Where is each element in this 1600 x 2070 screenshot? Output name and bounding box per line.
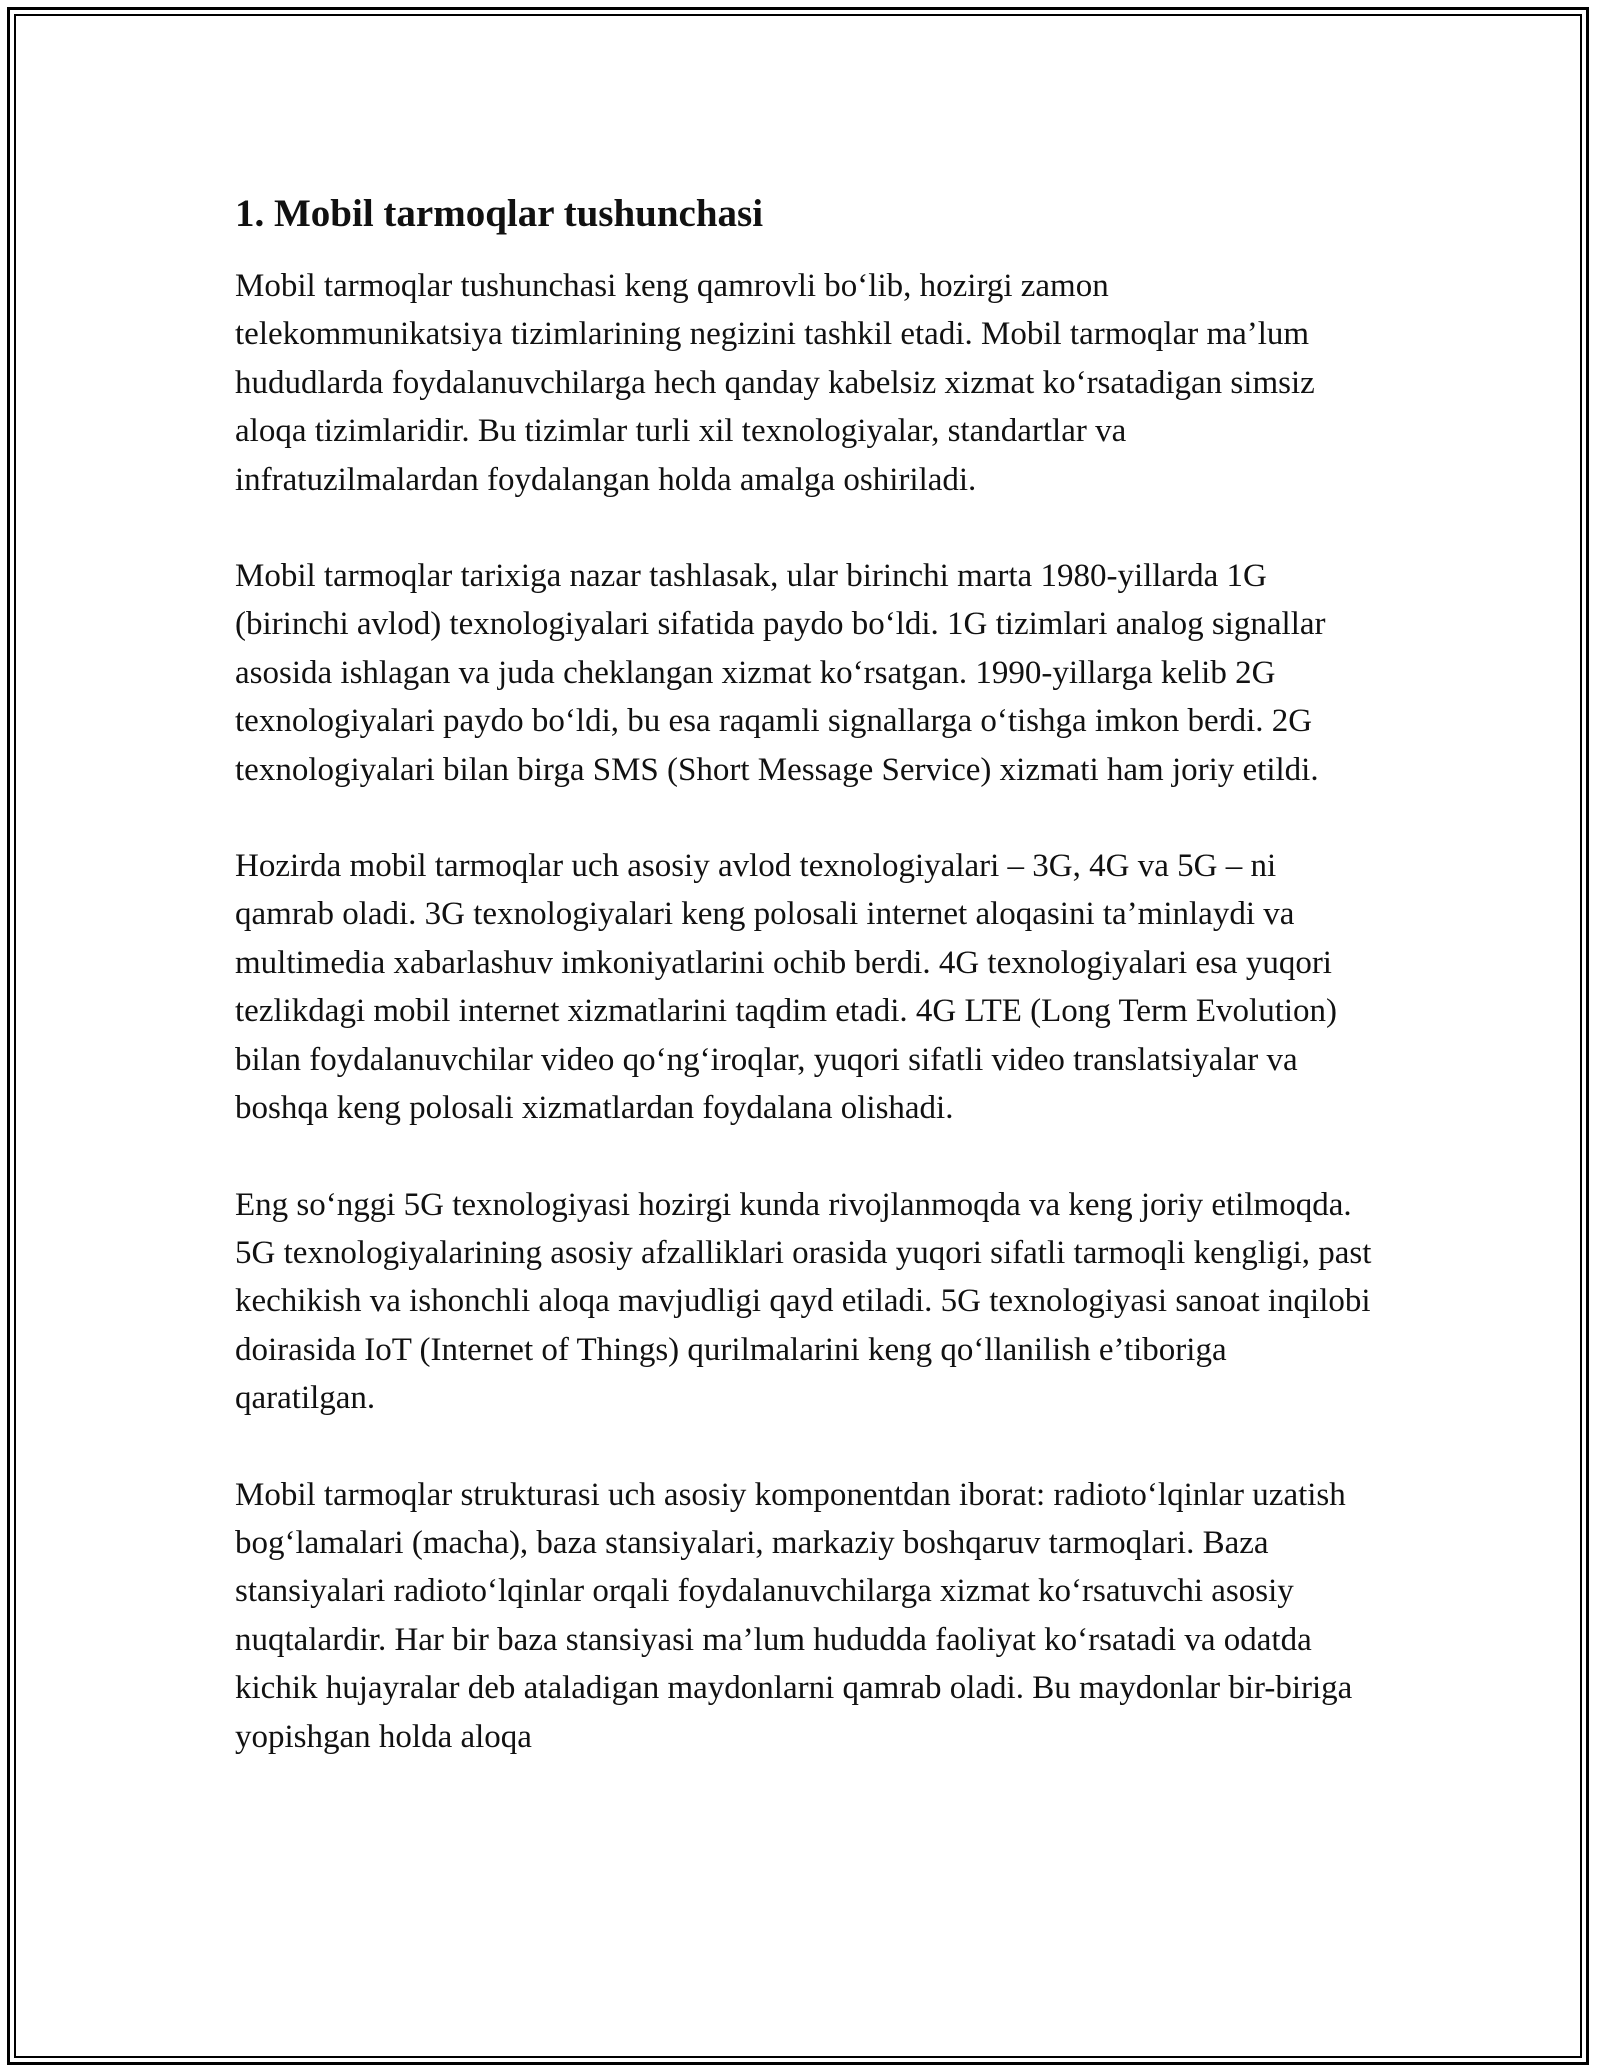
- paragraph-generations: Hozirda mobil tarmoqlar uch asosiy avlod texnologiyalari – 3G, 4G va 5G – ni qamrab oladi. 3G texnologiyalari keng polosali internet aloqasini ta’minlaydi va multimedia xabarlashuv imkoniyatlarini ochib berdi. 4G texnologiyalari esa yuqori tezlikdagi mobil internet xizmatlarini taqdim etadi. 4G LTE (Long Term Evolution) bilan foydalanuvchilar video qo‘ng‘iroqlar, yuqori sifatli video translatsiyalar va boshqa keng polosali xizmatlardan foydalana olishadi.: [235, 848, 1338, 1127]
- paragraph-history: Mobil tarmoqlar tarixiga nazar tashlasak, ular birinchi marta 1980-yillarda 1G (birinchi avlod) texnologiyalari sifatida paydo bo‘ldi. 1G tizimlari analog signallar asosida ishlagan va juda cheklangan xizmat ko‘rsatgan. 1990-yillarga kelib 2G texnologiyalari paydo bo‘ldi, bu esa raqamli signallarga o‘tishga imkon berdi. 2G texnologiyalari bilan birga SMS (Short Message Service) xizmati ham joriy etildi.: [235, 558, 1326, 788]
- section-title: 1. Mobil tarmoqlar tushunchasi: [235, 192, 764, 235]
- document-body: [235, 188, 1375, 1761]
- paragraph-intro: Mobil tarmoqlar tushunchasi keng qamrovli bo‘lib, hozirgi zamon telekommunikatsiya tizimlarining negizini tashkil etadi. Mobil tarmoqlar ma’lum hududlarda foydalanuvchilarga hech qanday kabelsiz xizmat ko‘rsatadigan simsiz aloqa tizimlaridir. Bu tizimlar turli xil texnologiyalar, standartlar va infratuzilmalardan foydalangan holda amalga oshiriladi.: [235, 268, 1315, 498]
- paragraph-5g: Eng so‘nggi 5G texnologiyasi hozirgi kunda rivojlanmoqda va keng joriy etilmoqda. 5G texnologiyalarining asosiy afzalliklari orasida yuqori sifatli tarmoqli kengligi, past kechikish va ishonchli aloqa mavjudligi qayd etiladi. 5G texnologiyasi sanoat inqilobi doirasida IoT (Internet of Things) qurilmalarini keng qo‘llanilish e’tiboriga qaratilgan.: [235, 1186, 1372, 1417]
- paragraph-structure: Mobil tarmoqlar strukturasi uch asosiy komponentdan iborat: radioto‘lqinlar uzatish bog‘lamalari (macha), baza stansiyalari, markaziy boshqaruv tarmoqlari. Baza stansiyalari radioto‘lqinlar orqali foydalanuvchilarga xizmat ko‘rsatuvchi asosiy nuqtalardir. Har bir baza stansiyasi ma’lum hududda faoliyat ko‘rsatadi va odatda kichik hujayralar deb ataladigan maydonlarni qamrab oladi. Bu maydonlar bir-biriga yopishgan holda aloqa: [235, 1476, 1353, 1755]
